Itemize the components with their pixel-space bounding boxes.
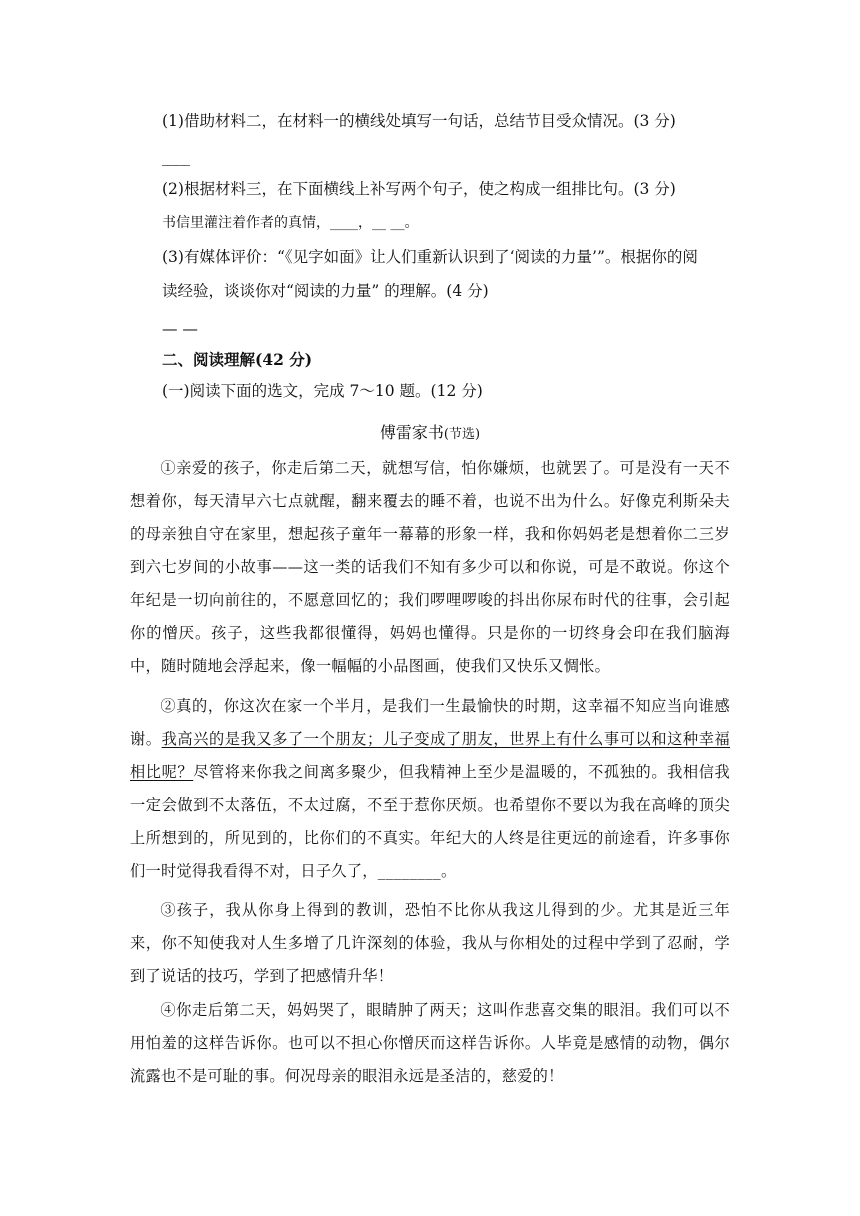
paragraph-2-underlined-sentence: 我高兴的是我又多了一个朋友；儿子变成了朋友，世界上有什么事可以和这种幸福相比呢？ — [130, 730, 730, 781]
paragraph-2-start: ②真的，你这次在家一个半月，是我们一生最愉快的时期，这幸福不知应当向谁感谢。 — [130, 697, 730, 748]
paragraph-1: ①亲爱的孩子，你走后第二天，就想写信，怕你嫌烦，也就罢了。可是没有一天不想着你，每天清早六七点就醒，翻来覆去的睡不着，也说不出为什么。好像克利斯朵夫的母亲独自守在家里，想起孩子童年一幕幕的形象一样，我和你妈妈老是想着你二三岁到六七岁间的小故事——这一类的话我们不知有多少可以和你说，可是不敢说。你这个年纪是一切向前往的，不愿意回忆的；我们啰哩啰唆的抖出你尿布时代的往事，会引起你的憎厌。孩子，这些我都很懂得，妈妈也懂得。只是你的一切终身会印在我们脑海中，随时随地会浮起来，像一幅幅的小品图画，使我们又快乐又惆怅。 — [130, 459, 730, 675]
question-3-line-1: (3)有媒体评价：“《见字如面》让人们重新认识到了‘阅读的力量’”。根据你的阅 — [162, 248, 698, 266]
question-1-answer-blank: ____ — [162, 148, 189, 166]
paragraph-3: ③孩子，我从你身上得到的教训，恐怕不比你从我这儿得到的少。尤其是近三年来，你不知使我对人生多增了几许深刻的体验，我从与你相处的过程中学到了忍耐，学到了说话的技巧，学到了把感情升华！ — [130, 901, 730, 985]
question-3-answer-blank: — — — [162, 320, 198, 338]
section-sub-heading: (一)阅读下面的选文，完成 7～10 题。(12 分) — [162, 382, 483, 400]
paragraph-2 — [130, 690, 730, 888]
question-3-line-2: 读经验，谈谈你对“阅读的力量” 的理解。(4 分) — [162, 282, 489, 300]
paragraph-4: ④你走后第二天，妈妈哭了，眼睛肿了两天；这叫作悲喜交集的眼泪。我们可以不用怕羞的这样告诉你。也可以不担心你憎厌而这样告诉你。人毕竟是感情的动物，偶尔流露也不是可耻的事。何况母亲的眼泪永远是圣洁的，慈爱的！ — [130, 1001, 730, 1085]
question-2: (2)根据材料三，在下面横线上补写两个句子，使之构成一组排比句。(3 分) — [162, 180, 676, 198]
question-2-sentence: 书信里灌注着作者的真情，____，__ __。 — [162, 215, 419, 231]
article-title-text: 傅雷家书 — [379, 423, 444, 442]
article-title-note: (节选) — [443, 427, 481, 442]
question-1: (1)借助材料二，在材料一的横线处填写一句话，总结节目受众情况。(3 分) — [162, 112, 676, 130]
article-title — [0, 420, 860, 443]
paragraph-2-rest: 尽管将来你我之间离多聚少，但我精神上至少是温暖的，不孤独的。我相信我一定会做到不太落伍，不太过腐，不至于惹你厌烦。也希望你不要以为我在高峰的顶尖上所想到的，所见到的，比你们的不真实。年纪大的人终是往更远的前途看，许多事你们一时觉得我看得不对，日子久了，________。 — [130, 763, 731, 880]
section-heading: 二、阅读理解(42 分) — [162, 350, 313, 369]
